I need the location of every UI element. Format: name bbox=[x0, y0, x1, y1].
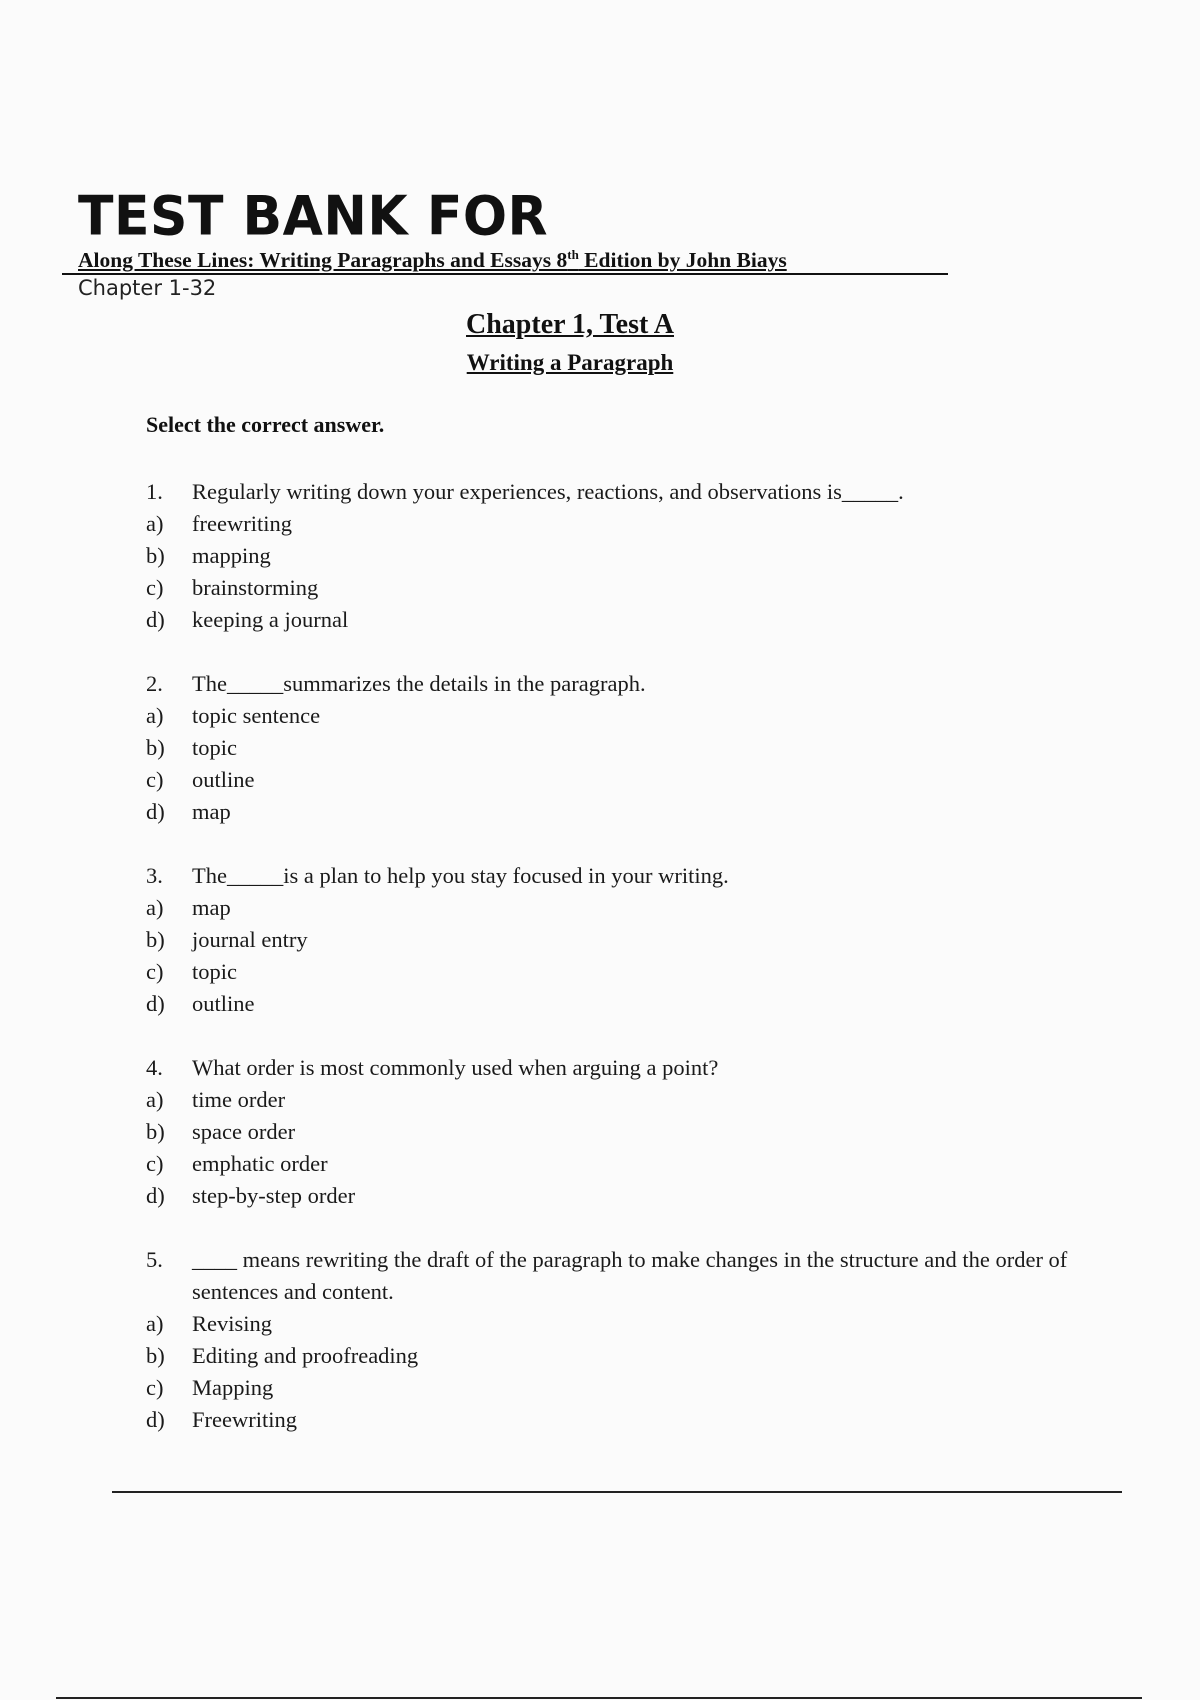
option-letter: d) bbox=[146, 1183, 165, 1208]
option-letter: a) bbox=[146, 703, 164, 728]
answer-option bbox=[146, 892, 1086, 924]
option-letter: b) bbox=[146, 1119, 165, 1144]
answer-option bbox=[146, 1084, 1086, 1116]
option-text: Mapping bbox=[192, 1375, 274, 1400]
option-text: brainstorming bbox=[192, 575, 319, 600]
question-4 bbox=[146, 1052, 1086, 1212]
option-letter: c) bbox=[146, 1375, 164, 1400]
answer-option bbox=[146, 1148, 1086, 1180]
question-text: Regularly writing down your experiences, reactions, and observations is_____. bbox=[192, 479, 904, 504]
chapter-range: Chapter 1-32 bbox=[78, 276, 217, 300]
answer-option bbox=[146, 1308, 1086, 1340]
option-text: outline bbox=[192, 767, 255, 792]
answer-option bbox=[146, 1372, 1086, 1404]
answer-option bbox=[146, 988, 1086, 1020]
answer-option bbox=[146, 796, 1086, 828]
answer-option bbox=[146, 1116, 1086, 1148]
question-stem bbox=[146, 1244, 1086, 1308]
option-letter: c) bbox=[146, 767, 164, 792]
answer-option bbox=[146, 604, 1086, 636]
answer-option bbox=[146, 540, 1086, 572]
option-letter: b) bbox=[146, 735, 165, 760]
option-text: keeping a journal bbox=[192, 607, 349, 632]
option-text: Revising bbox=[192, 1311, 273, 1336]
option-text: topic sentence bbox=[192, 703, 321, 728]
option-letter: d) bbox=[146, 991, 165, 1016]
option-text: Editing and proofreading bbox=[192, 1343, 419, 1368]
option-letter: b) bbox=[146, 1343, 165, 1368]
option-letter: d) bbox=[146, 1407, 165, 1432]
question-stem bbox=[146, 476, 1086, 508]
answer-option bbox=[146, 732, 1086, 764]
option-letter: b) bbox=[146, 543, 165, 568]
answer-option bbox=[146, 572, 1086, 604]
footer-divider bbox=[112, 1491, 1122, 1493]
answer-option bbox=[146, 1180, 1086, 1212]
option-text: mapping bbox=[192, 543, 271, 568]
question-1 bbox=[146, 476, 1086, 636]
banner-title: TEST BANK FOR bbox=[78, 185, 549, 248]
option-text: map bbox=[192, 895, 231, 920]
option-text: journal entry bbox=[192, 927, 308, 952]
chapter-title: Chapter 1, Test A bbox=[466, 309, 674, 340]
answer-option bbox=[146, 1404, 1086, 1436]
question-text: The_____is a plan to help you stay focused in your writing. bbox=[192, 863, 729, 888]
option-text: time order bbox=[192, 1087, 286, 1112]
option-letter: a) bbox=[146, 895, 164, 920]
option-letter: a) bbox=[146, 1311, 164, 1336]
question-number: 1. bbox=[146, 479, 163, 504]
answer-option bbox=[146, 1340, 1086, 1372]
option-text: outline bbox=[192, 991, 255, 1016]
book-title-edition: Edition by John Biays bbox=[578, 248, 787, 272]
answer-option bbox=[146, 956, 1086, 988]
question-5 bbox=[146, 1244, 1086, 1436]
option-letter: d) bbox=[146, 799, 165, 824]
book-title bbox=[62, 247, 948, 275]
answer-option bbox=[146, 700, 1086, 732]
question-stem bbox=[146, 668, 1086, 700]
page-bottom-divider bbox=[56, 1697, 1142, 1699]
option-text: topic bbox=[192, 735, 237, 760]
question-number: 4. bbox=[146, 1055, 163, 1080]
option-letter: c) bbox=[146, 959, 164, 984]
chapter-subtitle: Writing a Paragraph bbox=[466, 350, 674, 375]
option-text: emphatic order bbox=[192, 1151, 328, 1176]
question-number: 3. bbox=[146, 863, 163, 888]
question-stem bbox=[146, 1052, 1086, 1084]
answer-option bbox=[146, 764, 1086, 796]
option-text: Freewriting bbox=[192, 1407, 297, 1432]
question-2 bbox=[146, 668, 1086, 828]
question-text: What order is most commonly used when arguing a point? bbox=[192, 1055, 719, 1080]
option-text: step-by-step order bbox=[192, 1183, 356, 1208]
question-number: 2. bbox=[146, 671, 163, 696]
question-list bbox=[146, 476, 1086, 1468]
instruction-text: Select the correct answer. bbox=[146, 412, 385, 437]
question-text: The_____summarizes the details in the paragraph. bbox=[192, 671, 646, 696]
option-letter: c) bbox=[146, 1151, 164, 1176]
question-stem bbox=[146, 860, 1086, 892]
option-text: freewriting bbox=[192, 511, 292, 536]
option-text: space order bbox=[192, 1119, 296, 1144]
option-text: map bbox=[192, 799, 231, 824]
book-title-superscript: th bbox=[567, 246, 579, 262]
question-number: 5. bbox=[146, 1247, 163, 1272]
book-title-main: Along These Lines: Writing Paragraphs and Essays 8 bbox=[78, 248, 568, 272]
option-letter: a) bbox=[146, 511, 164, 536]
option-letter: a) bbox=[146, 1087, 164, 1112]
option-letter: c) bbox=[146, 575, 164, 600]
question-text: ____ means rewriting the draft of the paragraph to make changes in the structure and the order of sentences and content. bbox=[192, 1247, 1068, 1304]
option-letter: d) bbox=[146, 607, 165, 632]
answer-option bbox=[146, 924, 1086, 956]
option-letter: b) bbox=[146, 927, 165, 952]
answer-option bbox=[146, 508, 1086, 540]
option-text: topic bbox=[192, 959, 237, 984]
question-3 bbox=[146, 860, 1086, 1020]
